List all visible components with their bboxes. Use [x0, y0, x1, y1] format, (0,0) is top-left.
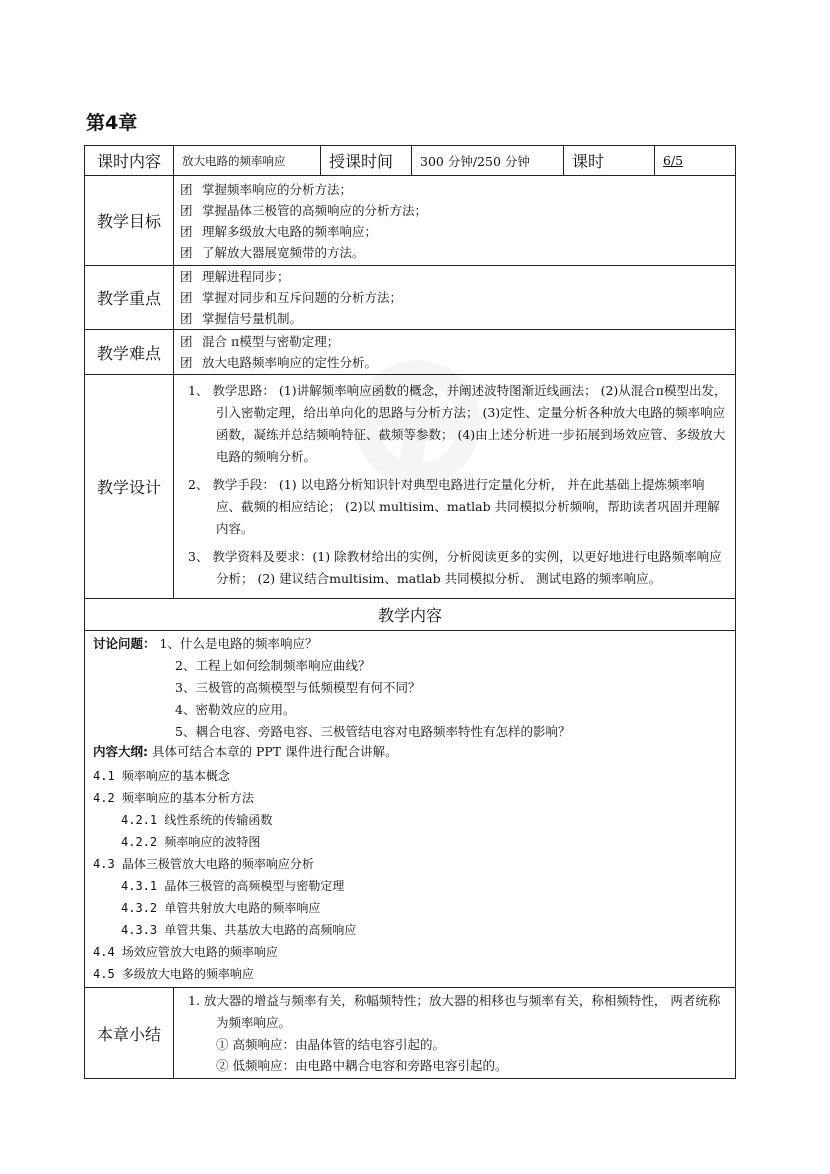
label-content: 课时内容: [85, 146, 174, 176]
label-hours: 课时: [564, 146, 655, 176]
key-point-item: 团 理解进程同步；: [180, 266, 729, 287]
summary-sub-item: ② 低频响应：由电路中耦合电容和旁路电容引起的。: [216, 1058, 508, 1073]
question-item: 1、什么是电路的频率响应？: [159, 636, 318, 651]
outline-note: 具体可结合本章的 PPT 课件进行配合讲解。: [151, 744, 398, 759]
summary-label: 本章小结: [85, 988, 174, 1079]
design-item: 3、 教学资料及要求：(1) 除教材给出的实例，分析阅读更多的实例，以更好地进行电路频率响应分析； (2) 建议结合multisim、matlab 共同模拟分析、 测试电路的频率响应。: [188, 549, 722, 586]
design-item: 1、 教学思路： (1)讲解频率响应函数的概念，并阐述波特图渐近线画法； (2)从混合π模型出发，引入密勒定理，给出单向化的思路与分析方法； (3)定性、定量分析各种放大电路的频率响应函数，凝练并总结频响特征、截频等参数； (4)由上述分析进一步拓展到场效应管、多级放大电路的频响分析。: [188, 383, 727, 464]
outline-item: 4.4 场效应管放大电路的频率响应: [93, 945, 278, 959]
key-point-item: 团 掌握信号量机制。: [180, 308, 729, 329]
bullet-icon: 团: [180, 202, 193, 218]
summary-sub-item: ① 高频响应：由晶体管的结电容引起的。: [216, 1037, 445, 1052]
outline-item: 4.3.3 单管共集、共基放大电路的高频响应: [121, 923, 357, 937]
question-item: 4、密勒效应的应用。: [175, 702, 296, 717]
bullet-icon: 团: [180, 223, 193, 239]
content-title: 教学内容: [85, 599, 736, 631]
difficulty-item: 团 放大电路频率响应的定性分析。: [180, 352, 729, 373]
outline-item: 4.1 频率响应的基本概念: [93, 769, 230, 783]
bullet-icon: 团: [180, 269, 193, 284]
content-row: [85, 631, 736, 988]
summary-point: 1. 放大器的增益与频率有关，称幅频特性；放大器的相移也与频率有关，称相频特性， 两者统称为频率响应。: [188, 993, 721, 1030]
bullet-icon: 团: [180, 290, 193, 305]
discussion-label: 讨论问题：: [93, 636, 156, 651]
label-time: 授课时间: [321, 146, 412, 176]
design-row: [85, 375, 736, 599]
question-item: 3、三极管的高频模型与低频模型有何不同？: [175, 680, 421, 695]
outline-label: 内容大纲:: [93, 744, 148, 759]
objective-item: 团 了解放大器展宽频带的方法。: [180, 242, 729, 263]
design-item: 2、 教学手段： (1) 以电路分析知识针对典型电路进行定量化分析， 并在此基础上提炼频率响应、截频的相应结论； (2)以 multisim、matlab 共同模拟分析频响，帮助读者巩固并理解内容。: [188, 477, 720, 536]
lesson-topic: 放大电路的频率响应: [174, 146, 321, 176]
lesson-hours: 6/5: [655, 146, 736, 176]
bullet-icon: 团: [180, 334, 193, 349]
chapter-title: 第4章: [86, 112, 138, 134]
bullet-icon: 团: [180, 311, 193, 326]
outline-item: 4.5 多级放大电路的频率响应: [93, 967, 254, 981]
lesson-plan-table: [84, 145, 736, 1079]
outline-item: 4.3 晶体三极管放大电路的频率响应分析: [93, 857, 314, 871]
key-points-row: [85, 266, 736, 330]
content-title-row: [85, 599, 736, 631]
question-item: 2、工程上如何绘制频率响应曲线？: [175, 658, 371, 673]
objectives-label: 教学目标: [85, 176, 174, 266]
key-point-item: 团 掌握对同步和互斥问题的分析方法；: [180, 287, 729, 308]
outline-item: 4.2.2 频率响应的波特图: [121, 835, 261, 849]
question-item: 5、耦合电容、旁路电容、三极管结电容对电路频率特性有怎样的影响？: [175, 724, 571, 739]
difficulties-label: 教学难点: [85, 330, 174, 375]
objective-item: 团 理解多级放大电路的频率响应；: [180, 221, 729, 242]
difficulty-item: 团 混合 π模型与密勒定理；: [180, 331, 729, 352]
outline-item: 4.2 频率响应的基本分析方法: [93, 791, 254, 805]
header-row: [85, 146, 736, 176]
outline-item: 4.3.1 晶体三极管的高频模型与密勒定理: [121, 879, 345, 893]
outline-item: 4.2.1 线性系统的传输函数: [121, 813, 273, 827]
objectives-row: [85, 176, 736, 266]
bullet-icon: 团: [180, 244, 193, 260]
objective-item: 团 掌握晶体三极管的高频响应的分析方法；: [180, 200, 729, 221]
key-points-label: 教学重点: [85, 266, 174, 330]
objective-item: 团 掌握频率响应的分析方法；: [180, 179, 729, 200]
outline-item: 4.3.2 单管共射放大电路的频率响应: [121, 901, 321, 915]
summary-row: [85, 988, 736, 1079]
difficulties-row: [85, 330, 736, 375]
lesson-time: 300 分钟/250 分钟: [412, 146, 564, 176]
bullet-icon: 团: [180, 355, 193, 370]
design-label: 教学设计: [85, 375, 174, 599]
bullet-icon: 团: [180, 181, 193, 197]
